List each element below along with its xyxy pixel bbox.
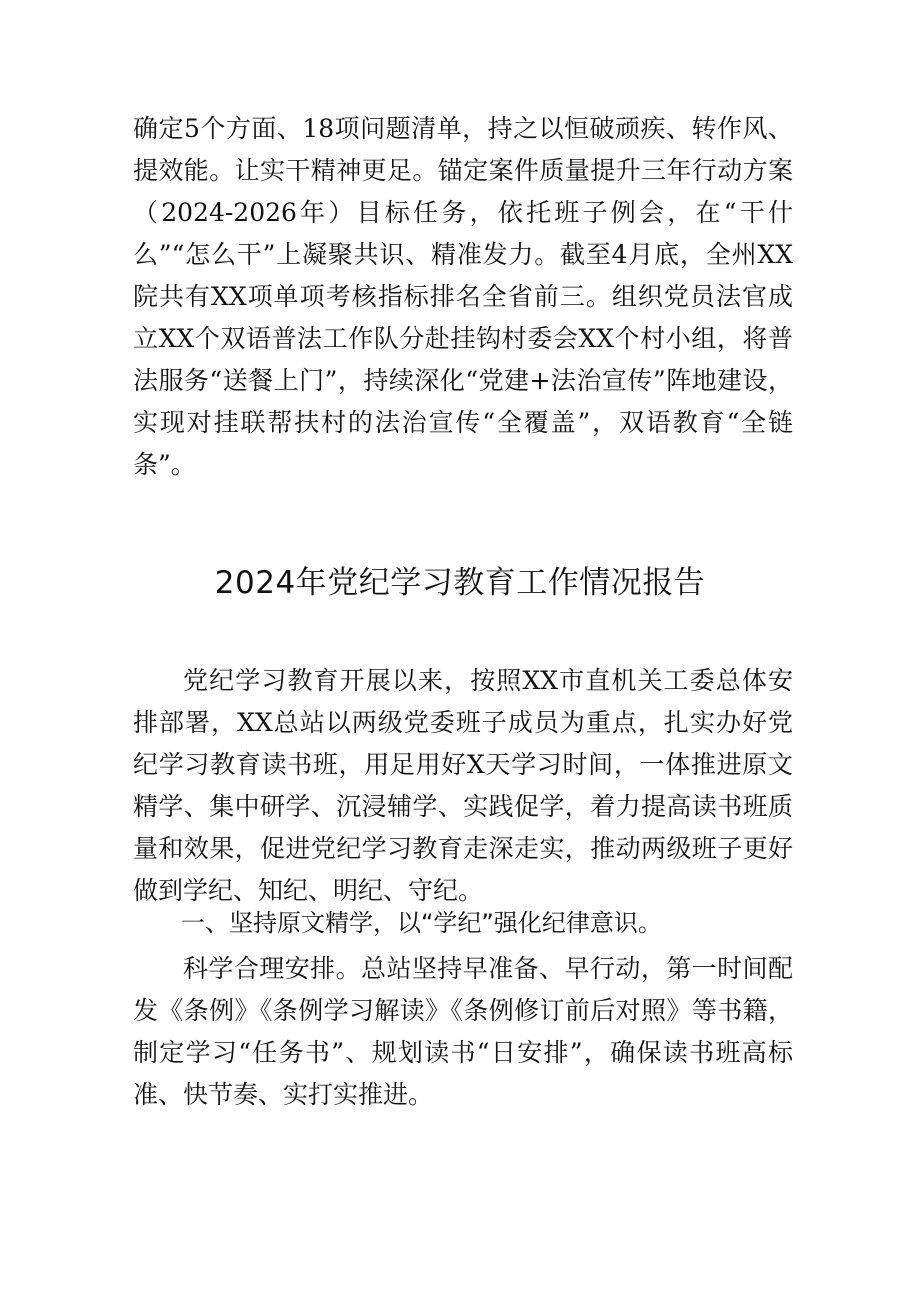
document-title: 2024年党纪学习教育工作情况报告	[214, 565, 706, 601]
section-heading-1: 一、坚持原文精学，以“学纪”强化纪律意识。	[181, 909, 662, 937]
section-1-paragraph: 科学合理安排。总站坚持早准备、早行动，第一时间配发《条例》《条例学习解读》《条例修订前后对照》等书籍，制定学习“任务书”、规划读书“日安排”，确保读书班高标准、快节奏、实打实推进。	[133, 954, 793, 1109]
continuation-paragraph: 确定5个方面、18项问题清单，持之以恒破顽疾、转作风、提效能。让实干精神更足。锚定案件质量提升三年行动方案（2024-2026年）目标任务，依托班子例会，在“干什么”“怎么干”上凝聚共识、精准发力。截至4月底，全州XX院共有XX项单项考核指标排名全省前三。组织党员法官成立XX个双语普法工作队分赴挂钩村委会XX个村小组，将普法服务“送餐上门”，持续深化“党建+法治宣传”阵地建设，实现对挂联帮扶村的法治宣传“全覆盖”，双语教育“全链条”。	[133, 114, 793, 479]
intro-paragraph: 党纪学习教育开展以来，按照XX市直机关工委总体安排部署，XX总站以两级党委班子成员为重点，扎实办好党纪学习教育读书班，用足用好X天学习时间，一体推进原文精学、集中研学、沉浸辅学、实践促学，着力提高读书班质量和效果，促进党纪学习教育走深走实，推动两级班子更好做到学纪、知纪、明纪、守纪。	[133, 666, 793, 905]
